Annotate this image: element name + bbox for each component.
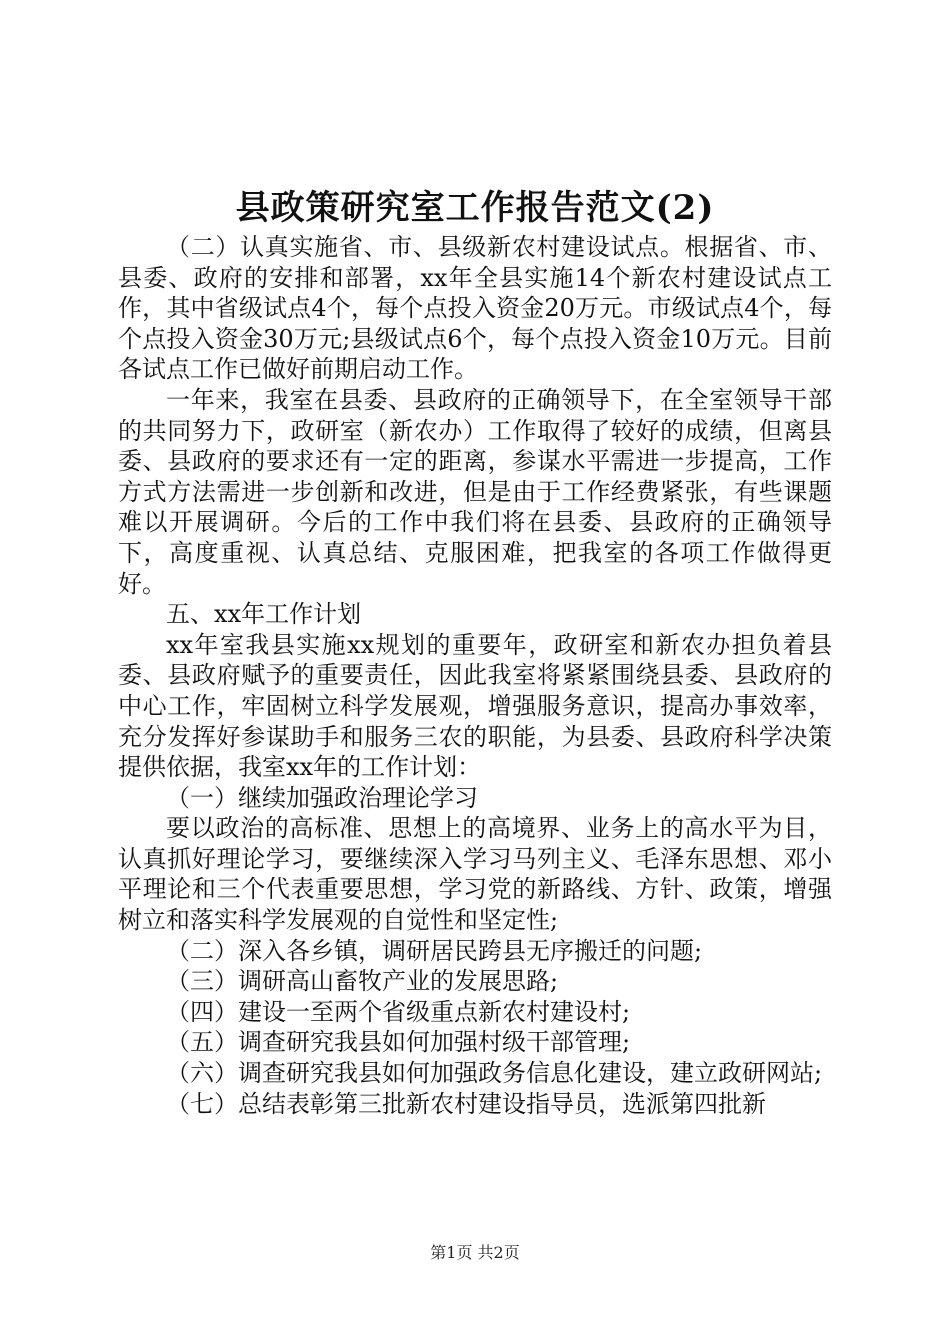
list-item: （六）调查研究我县如何加强政务信息化建设，建立政研网站; [166, 1059, 823, 1088]
list-item: （七）总结表彰第三批新农村建设指导员，选派第四批新 [166, 1089, 766, 1118]
paragraph: （二）认真实施省、市、县级新农村建设试点。根据省、市、县委、政府的安排和部署，xx年全县实施14个新农村建设试点工作，其中省级试点4个，每个点投入资金20万元。市级试点4个，每个点投入资金30万元;县级试点6个，每个点投入资金10万元。目前各试点工作已做好前期启动工作。 [118, 233, 832, 384]
list-item: （五）调查研究我县如何加强村级干部管理; [166, 1028, 631, 1057]
page-number-footer: 第1页 共2页 [430, 1243, 520, 1262]
list-item: （二）深入各乡镇，调研居民跨县无序搬迁的问题; [166, 936, 703, 965]
document-title: 县政策研究室工作报告范文(2) [235, 188, 715, 228]
document-body [118, 232, 832, 1119]
paragraph: 要以政治的高标准、思想上的高境界、业务上的高水平为目，认真抓好理论学习，要继续深入学习马列主义、毛泽东思想、邓小平理论和三个代表重要思想，学习党的新路线、方针、政策，增强树立和落实科学发展观的自觉性和坚定性; [118, 814, 832, 935]
list-item: （三）调研高山畜牧产业的发展思路; [166, 967, 559, 996]
section-heading: 五、xx年工作计划 [166, 600, 362, 629]
paragraph: 一年来，我室在县委、县政府的正确领导下，在全室领导干部的共同努力下，政研室（新农办）工作取得了较好的成绩，但离县委、县政府的要求还有一定的距离，参谋水平需进一步提高，工作方式方法需进一步创新和改进，但是由于工作经费紧张，有些课题难以开展调研。今后的工作中我们将在县委、县政府的正确领导下，高度重视、认真总结、克服困难，把我室的各项工作做得更好。 [118, 385, 832, 598]
paragraph: xx年室我县实施xx规划的重要年，政研室和新农办担负着县委、县政府赋予的重要责任，因此我室将紧紧围绕县委、县政府的中心工作，牢固树立科学发展观，增强服务意识，提高办事效率，充分发挥好参谋助手和服务三农的职能，为县委、县政府科学决策提供依据，我室xx年的工作计划： [118, 630, 832, 782]
list-item: （四）建设一至两个省级重点新农村建设村; [166, 997, 631, 1026]
subsection-heading: （一）继续加强政治理论学习 [166, 783, 478, 812]
